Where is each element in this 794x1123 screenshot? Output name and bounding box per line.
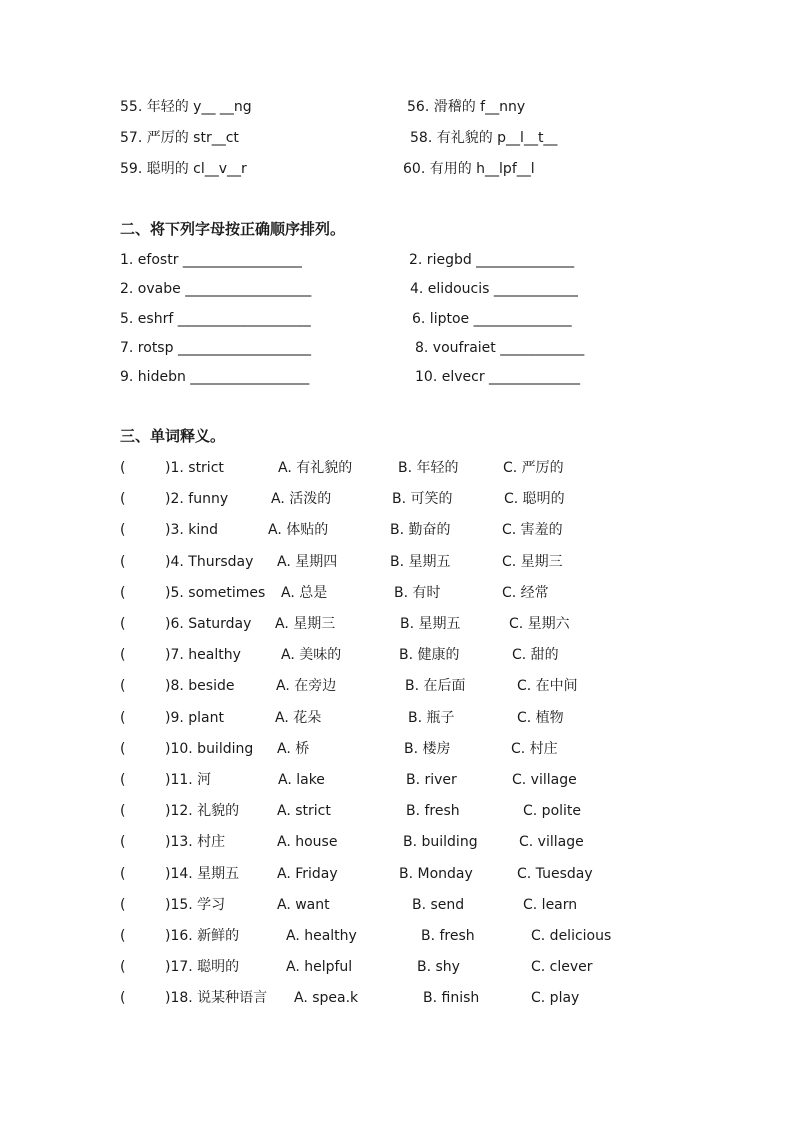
- answer-paren: (: [120, 491, 126, 507]
- part2-item: 2. riegbd ______________: [409, 252, 575, 268]
- answer-paren: (: [120, 741, 126, 757]
- option-c: C. play: [531, 990, 580, 1006]
- option-c: C. 在中间: [517, 678, 578, 694]
- option-c: C. 经常: [502, 585, 549, 601]
- answer-paren: (: [120, 710, 126, 726]
- option-a: A. 星期四: [277, 554, 338, 570]
- option-a: A. 总是: [281, 585, 328, 601]
- option-b: B. 星期五: [390, 554, 451, 570]
- option-a: A. spea.k: [294, 990, 359, 1006]
- part2-title: 二、将下列字母按正确顺序排列。: [120, 220, 346, 238]
- question-word: )9. plant: [165, 710, 224, 726]
- option-c: C. 星期三: [502, 554, 563, 570]
- question-word: )11. 河: [165, 772, 212, 788]
- option-c: C. 聪明的: [504, 491, 565, 507]
- option-b: B. 勤奋的: [390, 522, 451, 538]
- answer-paren: (: [120, 678, 126, 694]
- part1-item-59: 59. 聪明的 cl__v__r: [120, 161, 247, 177]
- answer-paren: (: [120, 866, 126, 882]
- question-word: )13. 村庄: [165, 834, 226, 850]
- part2-item: 6. liptoe ______________: [412, 311, 572, 327]
- question-word: )8. beside: [165, 678, 235, 694]
- question-word: )5. sometimes: [165, 585, 266, 601]
- question-word: )16. 新鲜的: [165, 928, 240, 944]
- option-c: C. 村庄: [511, 741, 558, 757]
- option-c: C. delicious: [531, 928, 612, 944]
- question-word: )1. strict: [165, 460, 224, 476]
- option-c: C. 严厉的: [503, 460, 564, 476]
- option-c: C. polite: [523, 803, 582, 819]
- option-a: A. want: [277, 897, 330, 913]
- part2-item: 8. voufraiet ____________: [415, 340, 585, 356]
- part2-item: 9. hidebn _________________: [120, 369, 310, 385]
- option-b: B. send: [412, 897, 465, 913]
- option-b: B. 健康的: [399, 647, 460, 663]
- option-b: B. 在后面: [405, 678, 466, 694]
- option-b: B. building: [403, 834, 478, 850]
- part2-item: 2. ovabe __________________: [120, 281, 312, 297]
- part1-item-60: 60. 有用的 h__lpf__l: [403, 161, 535, 177]
- answer-paren: (: [120, 928, 126, 944]
- option-a: A. strict: [277, 803, 331, 819]
- option-a: A. 体贴的: [268, 522, 329, 538]
- question-word: )7. healthy: [165, 647, 241, 663]
- option-a: A. 在旁边: [276, 678, 337, 694]
- part2-item: 4. elidoucis ____________: [410, 281, 578, 297]
- option-c: C. learn: [523, 897, 578, 913]
- question-word: )2. funny: [165, 491, 229, 507]
- question-word: )14. 星期五: [165, 866, 240, 882]
- question-word: )3. kind: [165, 522, 219, 538]
- answer-paren: (: [120, 834, 126, 850]
- option-a: A. Friday: [277, 866, 338, 882]
- option-b: B. river: [406, 772, 457, 788]
- option-b: B. 可笑的: [392, 491, 453, 507]
- option-c: C. 害羞的: [502, 522, 563, 538]
- part3-title: 三、单词释义。: [120, 427, 226, 445]
- option-b: B. fresh: [421, 928, 475, 944]
- part2-item: 7. rotsp ___________________: [120, 340, 311, 356]
- option-c: C. village: [512, 772, 577, 788]
- option-a: A. healthy: [286, 928, 357, 944]
- answer-paren: (: [120, 897, 126, 913]
- part1-item-56: 56. 滑稽的 f__nny: [407, 99, 526, 115]
- question-word: )15. 学习: [165, 897, 226, 913]
- option-b: B. 年轻的: [398, 460, 459, 476]
- option-b: B. finish: [423, 990, 480, 1006]
- option-a: A. 有礼貌的: [278, 460, 353, 476]
- part2-item: 1. efostr _________________: [120, 252, 302, 268]
- answer-paren: (: [120, 554, 126, 570]
- option-c: C. clever: [531, 959, 593, 975]
- option-c: C. 植物: [517, 710, 564, 726]
- answer-paren: (: [120, 647, 126, 663]
- part1-item-55: 55. 年轻的 y__ __ng: [120, 99, 252, 115]
- option-c: C. Tuesday: [517, 866, 593, 882]
- option-a: A. 活泼的: [271, 491, 332, 507]
- answer-paren: (: [120, 522, 126, 538]
- option-c: C. 甜的: [512, 647, 559, 663]
- part2-item: 5. eshrf ___________________: [120, 311, 311, 327]
- answer-paren: (: [120, 616, 126, 632]
- option-b: B. fresh: [406, 803, 460, 819]
- option-b: B. 星期五: [400, 616, 461, 632]
- option-b: B. 瓶子: [408, 710, 455, 726]
- option-b: B. 楼房: [404, 741, 451, 757]
- option-a: A. helpful: [286, 959, 353, 975]
- option-a: A. lake: [278, 772, 325, 788]
- option-a: A. 花朵: [275, 710, 322, 726]
- answer-paren: (: [120, 990, 126, 1006]
- part1-item-58: 58. 有礼貌的 p__l__t__: [410, 130, 558, 146]
- question-word: )12. 礼貌的: [165, 803, 240, 819]
- option-a: A. 星期三: [275, 616, 336, 632]
- question-word: )17. 聪明的: [165, 959, 240, 975]
- answer-paren: (: [120, 460, 126, 476]
- question-word: )4. Thursday: [165, 554, 254, 570]
- question-word: )18. 说某种语言: [165, 990, 268, 1006]
- option-a: A. house: [277, 834, 338, 850]
- option-b: B. shy: [417, 959, 460, 975]
- option-b: B. 有时: [394, 585, 441, 601]
- answer-paren: (: [120, 585, 126, 601]
- answer-paren: (: [120, 772, 126, 788]
- option-c: C. village: [519, 834, 584, 850]
- question-word: )6. Saturday: [165, 616, 252, 632]
- answer-paren: (: [120, 959, 126, 975]
- question-word: )10. building: [165, 741, 254, 757]
- option-c: C. 星期六: [509, 616, 570, 632]
- option-a: A. 桥: [277, 741, 310, 757]
- option-b: B. Monday: [399, 866, 473, 882]
- part1-item-57: 57. 严厉的 str__ct: [120, 130, 239, 146]
- answer-paren: (: [120, 803, 126, 819]
- part2-item: 10. elvecr _____________: [415, 369, 581, 385]
- option-a: A. 美味的: [281, 647, 342, 663]
